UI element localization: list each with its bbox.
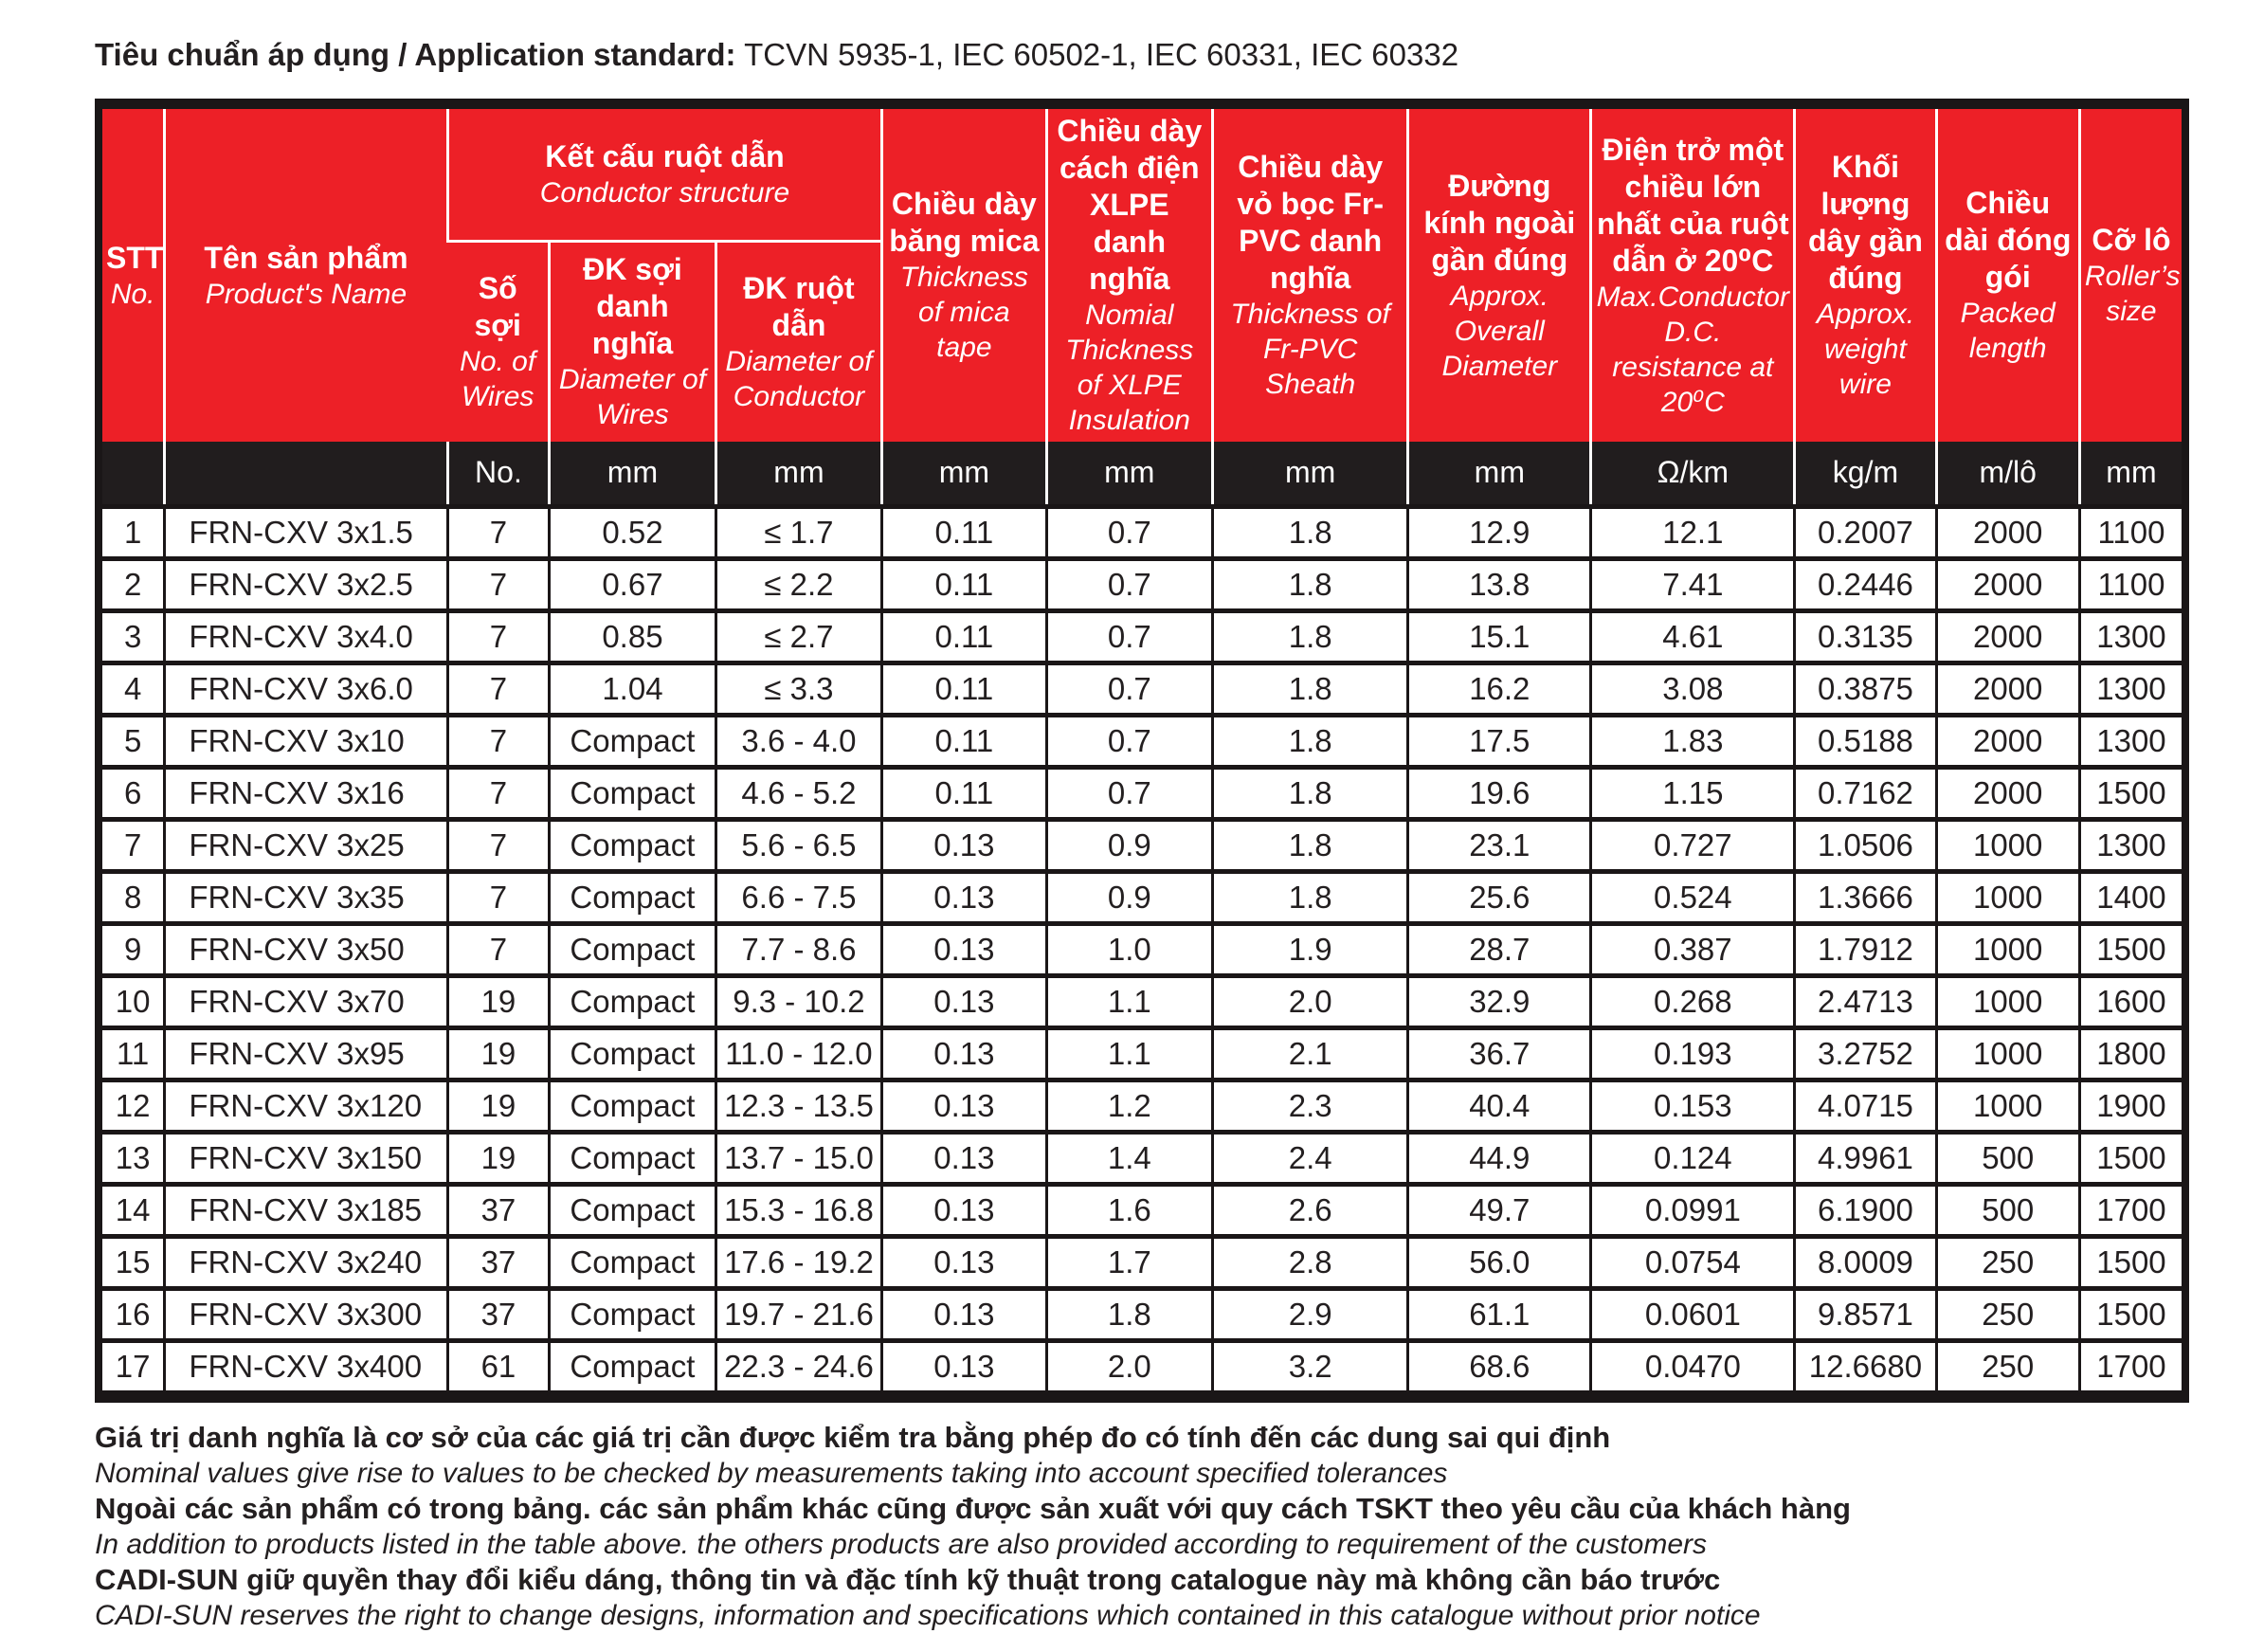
cell-xlpe-thickness: 2.0 <box>1046 1340 1213 1392</box>
cell-conductor-diameter: 22.3 - 24.6 <box>715 1340 882 1392</box>
cell-conductor-diameter: ≤ 3.3 <box>715 663 882 715</box>
cell-roller-size: 1500 <box>2079 767 2182 819</box>
cell-no-of-wires: 19 <box>447 1132 550 1184</box>
cell-weight: 9.8571 <box>1795 1288 1936 1340</box>
cell-dc-resistance: 0.193 <box>1591 1027 1795 1080</box>
cell-stt: 3 <box>102 610 165 663</box>
cell-sheath-thickness: 1.8 <box>1213 663 1408 715</box>
cell-product-name: FRN-CXV 3x300 <box>165 1288 447 1340</box>
table-row <box>102 1340 2182 1392</box>
cell-mica-thickness: 0.11 <box>882 663 1046 715</box>
cell-roller-size: 1800 <box>2079 1027 2182 1080</box>
cell-wire-diameter: 1.04 <box>550 663 716 715</box>
cell-mica-thickness: 0.13 <box>882 1340 1046 1392</box>
cell-product-name: FRN-CXV 3x95 <box>165 1027 447 1080</box>
cell-roller-size: 1300 <box>2079 819 2182 871</box>
cell-roller-size: 1500 <box>2079 923 2182 975</box>
cell-packed-length: 500 <box>1936 1184 2079 1236</box>
note-2-vn: Ngoài các sản phẩm có trong bảng. các sản phẩm khác cũng được sản xuất với quy cách TSKT theo yêu cầu của khách hàng <box>95 1491 1851 1525</box>
cell-product-name: FRN-CXV 3x400 <box>165 1340 447 1392</box>
unit-weight: kg/m <box>1795 442 1936 506</box>
cell-conductor-diameter: ≤ 2.2 <box>715 558 882 610</box>
cell-stt: 8 <box>102 871 165 923</box>
cell-mica-thickness: 0.11 <box>882 558 1046 610</box>
cell-xlpe-thickness: 0.7 <box>1046 506 1213 558</box>
cell-stt: 13 <box>102 1132 165 1184</box>
cell-xlpe-thickness: 0.7 <box>1046 663 1213 715</box>
cell-roller-size: 1100 <box>2079 558 2182 610</box>
cell-dc-resistance: 7.41 <box>1591 558 1795 610</box>
cell-roller-size: 1900 <box>2079 1080 2182 1132</box>
cell-overall-diameter: 17.5 <box>1408 715 1591 767</box>
cell-product-name: FRN-CXV 3x35 <box>165 871 447 923</box>
cell-overall-diameter: 16.2 <box>1408 663 1591 715</box>
col-header-product-name: Tên sản phẩm Product's Name <box>165 109 447 442</box>
page-title <box>95 36 2189 74</box>
cell-overall-diameter: 61.1 <box>1408 1288 1591 1340</box>
cell-dc-resistance: 0.268 <box>1591 975 1795 1027</box>
cell-packed-length: 2000 <box>1936 610 2079 663</box>
cell-wire-diameter: Compact <box>550 871 716 923</box>
cell-wire-diameter: Compact <box>550 923 716 975</box>
cell-sheath-thickness: 2.0 <box>1213 975 1408 1027</box>
cell-conductor-diameter: 15.3 - 16.8 <box>715 1184 882 1236</box>
cell-weight: 6.1900 <box>1795 1184 1936 1236</box>
cell-sheath-thickness: 1.8 <box>1213 610 1408 663</box>
cell-sheath-thickness: 2.6 <box>1213 1184 1408 1236</box>
notes <box>95 1420 2189 1633</box>
col-header-xlpe-thickness: Chiều dày cách điện XLPE danh nghĩa Nomial Thickness of XLPE Insulation <box>1046 109 1213 442</box>
cell-mica-thickness: 0.13 <box>882 871 1046 923</box>
cell-product-name: FRN-CXV 3x50 <box>165 923 447 975</box>
unit-conductor-diameter: mm <box>715 442 882 506</box>
cell-xlpe-thickness: 0.7 <box>1046 767 1213 819</box>
cell-mica-thickness: 0.13 <box>882 819 1046 871</box>
cell-weight: 12.6680 <box>1795 1340 1936 1392</box>
unit-overall-diameter: mm <box>1408 442 1591 506</box>
cell-packed-length: 2000 <box>1936 663 2079 715</box>
cell-roller-size: 1700 <box>2079 1184 2182 1236</box>
cell-product-name: FRN-CXV 3x120 <box>165 1080 447 1132</box>
cell-weight: 0.7162 <box>1795 767 1936 819</box>
col-header-mica-thickness: Chiều dày băng mica Thickness of mica tape <box>882 109 1046 442</box>
cell-product-name: FRN-CXV 3x2.5 <box>165 558 447 610</box>
cell-packed-length: 1000 <box>1936 1027 2079 1080</box>
cell-xlpe-thickness: 0.7 <box>1046 610 1213 663</box>
cell-packed-length: 250 <box>1936 1236 2079 1288</box>
cell-product-name: FRN-CXV 3x185 <box>165 1184 447 1236</box>
unit-length: m/lô <box>1936 442 2079 506</box>
cell-stt: 12 <box>102 1080 165 1132</box>
cell-sheath-thickness: 1.8 <box>1213 871 1408 923</box>
cell-xlpe-thickness: 1.0 <box>1046 923 1213 975</box>
col-header-dc-resistance: Điện trở một chiều lớn nhất của ruột dẫn ở 20⁰C Max.Conductor D.C. resistance at 20⁰C <box>1591 109 1795 442</box>
cell-sheath-thickness: 1.8 <box>1213 715 1408 767</box>
cell-overall-diameter: 56.0 <box>1408 1236 1591 1288</box>
cell-stt: 17 <box>102 1340 165 1392</box>
col-header-stt <box>102 109 165 442</box>
cell-no-of-wires: 37 <box>447 1288 550 1340</box>
cell-weight: 3.2752 <box>1795 1027 1936 1080</box>
cell-overall-diameter: 25.6 <box>1408 871 1591 923</box>
cell-weight: 2.4713 <box>1795 975 1936 1027</box>
cell-no-of-wires: 7 <box>447 871 550 923</box>
cell-no-of-wires: 7 <box>447 819 550 871</box>
cell-product-name: FRN-CXV 3x25 <box>165 819 447 871</box>
spec-table <box>102 109 2182 1395</box>
cell-product-name: FRN-CXV 3x10 <box>165 715 447 767</box>
note-1-en: Nominal values give rise to values to be checked by measurements taking into account specified tolerances <box>95 1457 1448 1489</box>
cell-mica-thickness: 0.11 <box>882 506 1046 558</box>
table-body <box>102 506 2182 1392</box>
cell-mica-thickness: 0.11 <box>882 610 1046 663</box>
cell-no-of-wires: 37 <box>447 1236 550 1288</box>
cell-sheath-thickness: 1.8 <box>1213 819 1408 871</box>
cell-conductor-diameter: 5.6 - 6.5 <box>715 819 882 871</box>
cell-product-name: FRN-CXV 3x6.0 <box>165 663 447 715</box>
cell-xlpe-thickness: 1.8 <box>1046 1288 1213 1340</box>
cell-weight: 1.0506 <box>1795 819 1936 871</box>
cell-stt: 15 <box>102 1236 165 1288</box>
cell-dc-resistance: 0.0991 <box>1591 1184 1795 1236</box>
cell-wire-diameter: Compact <box>550 1027 716 1080</box>
cell-wire-diameter: Compact <box>550 975 716 1027</box>
cell-conductor-diameter: 12.3 - 13.5 <box>715 1080 882 1132</box>
table-row <box>102 819 2182 871</box>
table-row <box>102 1236 2182 1288</box>
cell-weight: 1.7912 <box>1795 923 1936 975</box>
cell-no-of-wires: 7 <box>447 663 550 715</box>
header-row-1 <box>102 109 2182 241</box>
unit-row <box>102 442 2182 506</box>
cell-packed-length: 2000 <box>1936 506 2079 558</box>
cell-xlpe-thickness: 1.6 <box>1046 1184 1213 1236</box>
cell-overall-diameter: 12.9 <box>1408 506 1591 558</box>
cell-roller-size: 1400 <box>2079 871 2182 923</box>
cell-no-of-wires: 19 <box>447 1027 550 1080</box>
cell-product-name: FRN-CXV 3x70 <box>165 975 447 1027</box>
cell-no-of-wires: 19 <box>447 1080 550 1132</box>
cell-roller-size: 1300 <box>2079 715 2182 767</box>
cell-packed-length: 1000 <box>1936 871 2079 923</box>
cell-mica-thickness: 0.13 <box>882 975 1046 1027</box>
cell-wire-diameter: 0.85 <box>550 610 716 663</box>
cell-sheath-thickness: 2.4 <box>1213 1132 1408 1184</box>
table-row <box>102 923 2182 975</box>
cell-overall-diameter: 68.6 <box>1408 1340 1591 1392</box>
cell-dc-resistance: 0.524 <box>1591 871 1795 923</box>
cell-dc-resistance: 0.153 <box>1591 1080 1795 1132</box>
cell-roller-size: 1500 <box>2079 1236 2182 1288</box>
cell-sheath-thickness: 1.8 <box>1213 558 1408 610</box>
cell-xlpe-thickness: 0.9 <box>1046 871 1213 923</box>
cell-xlpe-thickness: 1.1 <box>1046 1027 1213 1080</box>
cell-dc-resistance: 0.0601 <box>1591 1288 1795 1340</box>
cell-conductor-diameter: 19.7 - 21.6 <box>715 1288 882 1340</box>
cell-dc-resistance: 0.0470 <box>1591 1340 1795 1392</box>
cell-wire-diameter: 0.67 <box>550 558 716 610</box>
cell-no-of-wires: 7 <box>447 767 550 819</box>
cell-wire-diameter: 0.52 <box>550 506 716 558</box>
table-row <box>102 871 2182 923</box>
cell-roller-size: 1700 <box>2079 1340 2182 1392</box>
cell-mica-thickness: 0.13 <box>882 1184 1046 1236</box>
cell-sheath-thickness: 2.3 <box>1213 1080 1408 1132</box>
cell-xlpe-thickness: 0.7 <box>1046 558 1213 610</box>
cell-mica-thickness: 0.13 <box>882 1080 1046 1132</box>
table-row <box>102 506 2182 558</box>
cell-mica-thickness: 0.13 <box>882 1288 1046 1340</box>
cell-product-name: FRN-CXV 3x240 <box>165 1236 447 1288</box>
cell-product-name: FRN-CXV 3x150 <box>165 1132 447 1184</box>
table-row <box>102 1132 2182 1184</box>
cell-conductor-diameter: 17.6 - 19.2 <box>715 1236 882 1288</box>
cell-conductor-diameter: ≤ 1.7 <box>715 506 882 558</box>
cell-overall-diameter: 13.8 <box>1408 558 1591 610</box>
cell-wire-diameter: Compact <box>550 1080 716 1132</box>
table-row <box>102 715 2182 767</box>
cell-product-name: FRN-CXV 3x1.5 <box>165 506 447 558</box>
cell-xlpe-thickness: 1.1 <box>1046 975 1213 1027</box>
cell-xlpe-thickness: 0.9 <box>1046 819 1213 871</box>
col-header-conductor-diameter: ĐK ruột dẫn Diameter of Conductor <box>715 241 882 442</box>
cell-wire-diameter: Compact <box>550 1132 716 1184</box>
unit-stt <box>102 442 165 506</box>
cell-conductor-diameter: 4.6 - 5.2 <box>715 767 882 819</box>
cell-conductor-diameter: 13.7 - 15.0 <box>715 1132 882 1184</box>
cell-weight: 1.3666 <box>1795 871 1936 923</box>
col-header-weight: Khối lượng dây gần đúng Approx. weight wire <box>1795 109 1936 442</box>
cell-sheath-thickness: 3.2 <box>1213 1340 1408 1392</box>
cell-wire-diameter: Compact <box>550 1236 716 1288</box>
spec-table-wrapper <box>95 99 2189 1403</box>
col-header-wire-diameter: ĐK sợi danh nghĩa Diameter of Wires <box>550 241 716 442</box>
unit-roller: mm <box>2079 442 2182 506</box>
cell-xlpe-thickness: 1.7 <box>1046 1236 1213 1288</box>
unit-xlpe: mm <box>1046 442 1213 506</box>
col-header-packed-length: Chiều dài đóng gói Packed length <box>1936 109 2079 442</box>
cell-dc-resistance: 0.727 <box>1591 819 1795 871</box>
table-row <box>102 663 2182 715</box>
cell-dc-resistance: 4.61 <box>1591 610 1795 663</box>
cell-no-of-wires: 61 <box>447 1340 550 1392</box>
cell-stt: 10 <box>102 975 165 1027</box>
cell-stt: 5 <box>102 715 165 767</box>
cell-stt: 7 <box>102 819 165 871</box>
unit-wire-diameter: mm <box>550 442 716 506</box>
col-header-roller-size: Cỡ lô Roller’s size <box>2079 109 2182 442</box>
cell-weight: 0.3875 <box>1795 663 1936 715</box>
cell-stt: 4 <box>102 663 165 715</box>
cell-wire-diameter: Compact <box>550 715 716 767</box>
cell-roller-size: 1300 <box>2079 610 2182 663</box>
cell-wire-diameter: Compact <box>550 1340 716 1392</box>
cell-overall-diameter: 23.1 <box>1408 819 1591 871</box>
cell-dc-resistance: 0.124 <box>1591 1132 1795 1184</box>
cell-weight: 0.2007 <box>1795 506 1936 558</box>
cell-product-name: FRN-CXV 3x16 <box>165 767 447 819</box>
cell-weight: 4.0715 <box>1795 1080 1936 1132</box>
cell-overall-diameter: 49.7 <box>1408 1184 1591 1236</box>
note-1-vn: Giá trị danh nghĩa là cơ sở của các giá trị cần được kiểm tra bằng phép đo có tính đến các dung sai qui định <box>95 1420 1611 1454</box>
cell-packed-length: 250 <box>1936 1288 2079 1340</box>
col-header-no-of-wires: Số sợi No. of Wires <box>447 241 550 442</box>
cell-packed-length: 1000 <box>1936 819 2079 871</box>
cell-packed-length: 1000 <box>1936 975 2079 1027</box>
cell-dc-resistance: 12.1 <box>1591 506 1795 558</box>
cell-packed-length: 250 <box>1936 1340 2079 1392</box>
cell-conductor-diameter: 3.6 - 4.0 <box>715 715 882 767</box>
col-header-stt-en: No. <box>110 278 155 310</box>
table-row <box>102 610 2182 663</box>
unit-wires: No. <box>447 442 550 506</box>
cell-overall-diameter: 32.9 <box>1408 975 1591 1027</box>
cell-no-of-wires: 19 <box>447 975 550 1027</box>
cell-stt: 1 <box>102 506 165 558</box>
cell-weight: 0.5188 <box>1795 715 1936 767</box>
cell-weight: 0.3135 <box>1795 610 1936 663</box>
cell-packed-length: 500 <box>1936 1132 2079 1184</box>
cell-mica-thickness: 0.13 <box>882 1236 1046 1288</box>
unit-mica: mm <box>882 442 1046 506</box>
unit-sheath: mm <box>1213 442 1408 506</box>
cell-sheath-thickness: 1.8 <box>1213 767 1408 819</box>
cell-wire-diameter: Compact <box>550 1184 716 1236</box>
unit-resistance: Ω/km <box>1591 442 1795 506</box>
note-2-en: In addition to products listed in the table above. the others products are also provided according to requirement of the customers <box>95 1528 1707 1560</box>
cell-mica-thickness: 0.13 <box>882 923 1046 975</box>
cell-xlpe-thickness: 0.7 <box>1046 715 1213 767</box>
cell-dc-resistance: 1.83 <box>1591 715 1795 767</box>
cell-overall-diameter: 40.4 <box>1408 1080 1591 1132</box>
cell-packed-length: 2000 <box>1936 715 2079 767</box>
cell-mica-thickness: 0.11 <box>882 767 1046 819</box>
cell-no-of-wires: 7 <box>447 506 550 558</box>
cell-sheath-thickness: 2.1 <box>1213 1027 1408 1080</box>
unit-name <box>165 442 447 506</box>
cell-no-of-wires: 7 <box>447 610 550 663</box>
cell-wire-diameter: Compact <box>550 1288 716 1340</box>
cell-stt: 14 <box>102 1184 165 1236</box>
cell-roller-size: 1500 <box>2079 1132 2182 1184</box>
table-row <box>102 1080 2182 1132</box>
cell-stt: 6 <box>102 767 165 819</box>
cell-conductor-diameter: ≤ 2.7 <box>715 610 882 663</box>
cell-overall-diameter: 44.9 <box>1408 1132 1591 1184</box>
cell-packed-length: 2000 <box>1936 767 2079 819</box>
cell-wire-diameter: Compact <box>550 819 716 871</box>
title-label: Tiêu chuẩn áp dụng / Application standard: <box>95 37 736 72</box>
note-3-vn: CADI-SUN giữ quyền thay đổi kiểu dáng, thông tin và đặc tính kỹ thuật trong catalogue này mà không cần báo trước <box>95 1562 1721 1596</box>
title-value: TCVN 5935-1, IEC 60502-1, IEC 60331, IEC 60332 <box>735 37 1459 72</box>
cell-sheath-thickness: 1.8 <box>1213 506 1408 558</box>
cell-overall-diameter: 36.7 <box>1408 1027 1591 1080</box>
cell-no-of-wires: 7 <box>447 715 550 767</box>
cell-overall-diameter: 15.1 <box>1408 610 1591 663</box>
cell-sheath-thickness: 2.9 <box>1213 1288 1408 1340</box>
table-header <box>102 109 2182 506</box>
cell-conductor-diameter: 7.7 - 8.6 <box>715 923 882 975</box>
cell-overall-diameter: 28.7 <box>1408 923 1591 975</box>
cell-stt: 9 <box>102 923 165 975</box>
col-header-conductor-structure: Kết cấu ruột dẫn Conductor structure <box>447 109 882 241</box>
cell-weight: 8.0009 <box>1795 1236 1936 1288</box>
cell-roller-size: 1500 <box>2079 1288 2182 1340</box>
table-row <box>102 767 2182 819</box>
cell-roller-size: 1600 <box>2079 975 2182 1027</box>
cell-no-of-wires: 7 <box>447 923 550 975</box>
cell-mica-thickness: 0.11 <box>882 715 1046 767</box>
cell-conductor-diameter: 9.3 - 10.2 <box>715 975 882 1027</box>
cell-stt: 11 <box>102 1027 165 1080</box>
cell-no-of-wires: 37 <box>447 1184 550 1236</box>
col-header-overall-diameter: Đường kính ngoài gần đúng Approx. Overall Diameter <box>1408 109 1591 442</box>
col-header-sheath-thickness: Chiều dày vỏ bọc Fr-PVC danh nghĩa Thickness of Fr-PVC Sheath <box>1213 109 1408 442</box>
table-row <box>102 1027 2182 1080</box>
cell-sheath-thickness: 2.8 <box>1213 1236 1408 1288</box>
cell-conductor-diameter: 6.6 - 7.5 <box>715 871 882 923</box>
cell-wire-diameter: Compact <box>550 767 716 819</box>
table-row <box>102 975 2182 1027</box>
cell-weight: 0.2446 <box>1795 558 1936 610</box>
cell-weight: 4.9961 <box>1795 1132 1936 1184</box>
table-row <box>102 1288 2182 1340</box>
cell-mica-thickness: 0.13 <box>882 1027 1046 1080</box>
cell-dc-resistance: 0.0754 <box>1591 1236 1795 1288</box>
cell-dc-resistance: 1.15 <box>1591 767 1795 819</box>
cell-xlpe-thickness: 1.4 <box>1046 1132 1213 1184</box>
cell-roller-size: 1100 <box>2079 506 2182 558</box>
table-row <box>102 558 2182 610</box>
col-header-stt-vn: STT <box>106 240 164 275</box>
cell-packed-length: 2000 <box>1936 558 2079 610</box>
cell-no-of-wires: 7 <box>447 558 550 610</box>
cell-dc-resistance: 0.387 <box>1591 923 1795 975</box>
cell-product-name: FRN-CXV 3x4.0 <box>165 610 447 663</box>
cell-conductor-diameter: 11.0 - 12.0 <box>715 1027 882 1080</box>
note-3-en: CADI-SUN reserves the right to change designs, information and specifications which contained in this catalogue without prior notice <box>95 1599 1761 1631</box>
cell-overall-diameter: 19.6 <box>1408 767 1591 819</box>
cell-sheath-thickness: 1.9 <box>1213 923 1408 975</box>
cell-mica-thickness: 0.13 <box>882 1132 1046 1184</box>
cell-xlpe-thickness: 1.2 <box>1046 1080 1213 1132</box>
cell-packed-length: 1000 <box>1936 923 2079 975</box>
cell-dc-resistance: 3.08 <box>1591 663 1795 715</box>
cell-packed-length: 1000 <box>1936 1080 2079 1132</box>
cell-roller-size: 1300 <box>2079 663 2182 715</box>
cell-stt: 16 <box>102 1288 165 1340</box>
cell-stt: 2 <box>102 558 165 610</box>
table-row <box>102 1184 2182 1236</box>
